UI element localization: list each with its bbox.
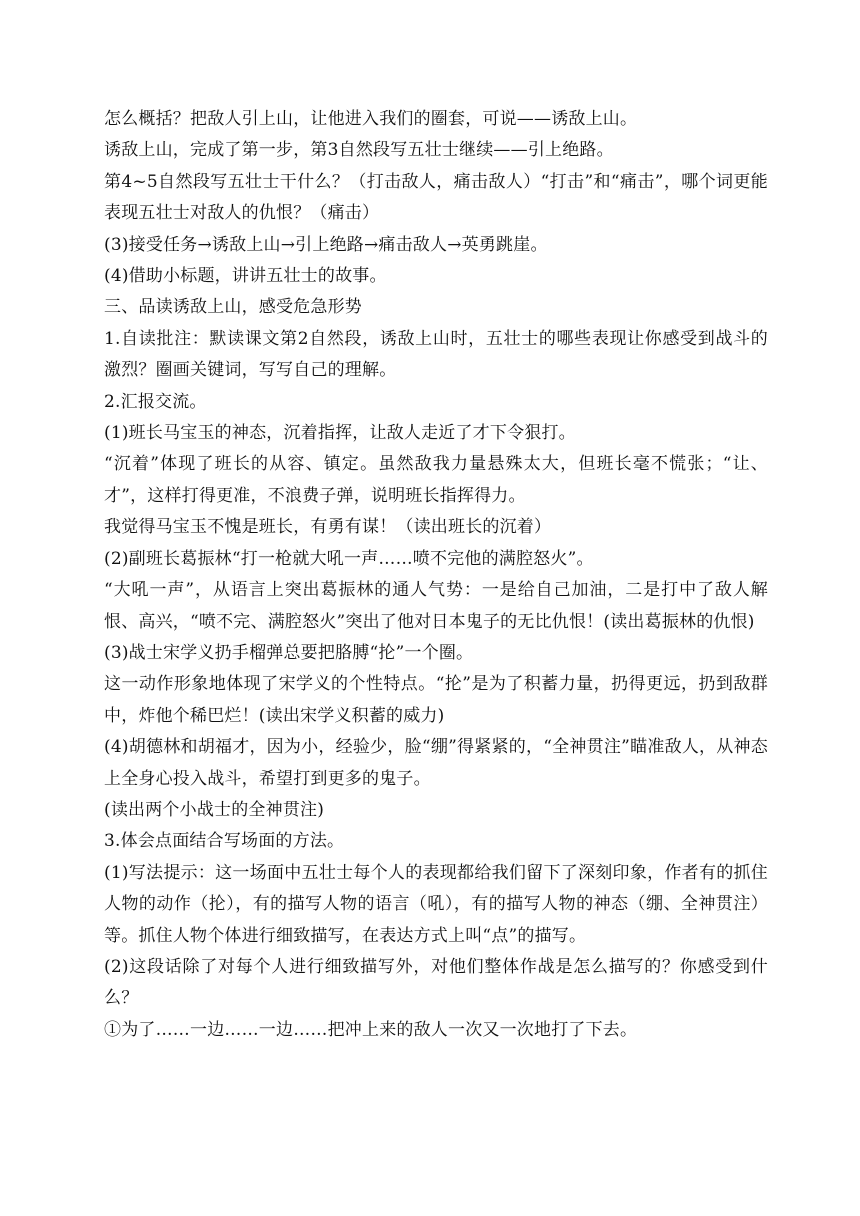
document-body [104, 104, 768, 1046]
paragraph: 我觉得马宝玉不愧是班长，有勇有谋！（读出班长的沉着） [104, 517, 552, 538]
paragraph: 怎么概括？把敌人引上山，让他进入我们的圈套，可说——诱敌上山。 [104, 109, 638, 129]
paragraph: 3.体会点面结合写场面的方法。 [104, 831, 345, 852]
paragraph: (2)副班长葛振林“打一枪就大吼一声……喷不完他的满腔怒火”。 [104, 548, 594, 569]
paragraph: 1.自读批注：默读课文第2自然段，诱敌上山时，五壮士的哪些表现让你感受到战斗的激烈？圈画关键词，写写自己的理解。 [104, 328, 768, 381]
paragraph: (1)班长马宝玉的神态，沉着指挥，让敌人走近了才下令狠打。 [104, 423, 576, 444]
paragraph: “大吼一声”，从语言上突出葛振林的通人气势：一是给自己加油，二是打中了敌人解恨、高兴，“喷不完、满腔怒火”突出了他对日本鬼子的无比仇恨！(读出葛振林的仇恨) [104, 580, 768, 632]
paragraph: 2.汇报交流。 [104, 391, 207, 412]
paragraph: 这一动作形象地体现了宋学义的个性特点。“抡”是为了积蓄力量，扔得更远，扔到敌群中，炸他个稀巴烂！(读出宋学义积蓄的威力) [104, 674, 768, 726]
paragraph: “沉着”体现了班长的从容、镇定。虽然敌我力量悬殊太大，但班长毫不慌张；“让、才”，这样打得更准，不浪费子弹，说明班长指挥得力。 [104, 454, 768, 506]
paragraph: ①为了……一边……一边……把冲上来的敌人一次又一次地打了下去。 [104, 1019, 638, 1040]
paragraph: 第4~5自然段写五壮士干什么？（打击敌人，痛击敌人）“打击”和“痛击”，哪个词更能表现五壮士对敌人的仇恨？（痛击） [104, 171, 768, 224]
paragraph: 诱敌上山，完成了第一步，第3自然段写五壮士继续——引上绝路。 [104, 140, 614, 161]
paragraph: (2)这段话除了对每个人进行细致描写外，对他们整体作战是怎么描写的？你感受到什么？ [104, 956, 768, 1009]
section-heading: 三、品读诱敌上山，感受危急形势 [104, 297, 362, 318]
paragraph: (4)借助小标题，讲讲五壮士的故事。 [104, 266, 387, 287]
paragraph: (3)接受任务→诱敌上山→引上绝路→痛击敌人→英勇跳崖。 [104, 234, 548, 255]
paragraph: (3)战士宋学义扔手榴弹总要把胳膊“抡”一个圈。 [104, 642, 474, 663]
paragraph: (1)写法提示：这一场面中五壮士每个人的表现都给我们留下了深刻印象，作者有的抓住人物的动作（抡），有的描写人物的语言（吼），有的描写人物的神态（绷、全神贯注）等。抓住人物个体进行细致描写，在表达方式上叫“点”的描写。 [104, 862, 768, 946]
paragraph: (4)胡德林和胡福才，因为小，经验少，脸“绷”得紧紧的，“全神贯注”瞄准敌人，从神态上全身心投入战斗，希望打到更多的鬼子。 [104, 737, 768, 789]
paragraph: (读出两个小战士的全神贯注) [104, 799, 325, 820]
